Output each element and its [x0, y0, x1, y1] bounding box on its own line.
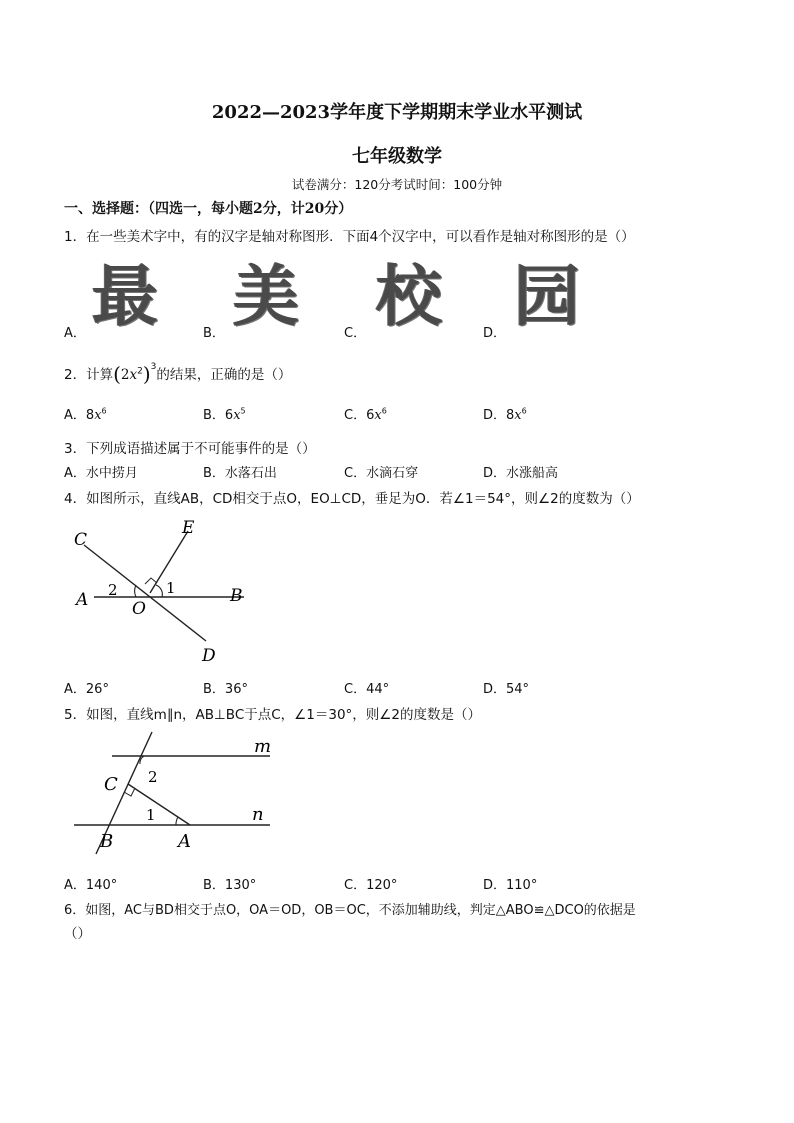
- q6-stem-line2: （）: [64, 926, 91, 942]
- q4-option-d: [483, 678, 529, 697]
- q4-angle2-arc: [135, 585, 136, 597]
- q4-option-b-text: 36°: [224, 682, 248, 697]
- q2-option-a-label: A．: [64, 408, 86, 423]
- q5-option-d-text: 110°: [506, 878, 538, 893]
- q4-stem: 4．如图所示，直线AB，CD相交于点O，EO⊥CD，垂足为O．若∠1＝54°，则∠2的度数为（）: [64, 491, 640, 507]
- section-heading: 一、选择题：（四选一，每小题2分，计20分）: [64, 201, 353, 217]
- q2-option-c-label: C．: [344, 408, 367, 423]
- q1-char-b: 美: [233, 258, 299, 335]
- q5-label-n: n: [252, 804, 264, 825]
- q5-option-c: [344, 874, 397, 893]
- q5-option-b: [203, 874, 256, 893]
- q2-stem-prefix: 2．计算: [64, 367, 114, 383]
- q3-option-b: [203, 462, 277, 481]
- q4-option-b: [203, 678, 248, 697]
- q3-option-a-text: 水中捞月: [85, 466, 138, 481]
- q2-option-c-coef: 6: [366, 408, 375, 423]
- q2-option-a-var: x: [94, 408, 102, 423]
- exam-title: 2022—2023学年度下学期期末学业水平测试: [211, 102, 583, 123]
- q1-stem: 1．在一些美术字中，有的汉字是轴对称图形．下面4个汉字中，可以看作是轴对称图形的是（）: [64, 229, 635, 245]
- q2-option-c-var: x: [374, 408, 382, 423]
- q4-label-e: E: [182, 518, 195, 538]
- q4-option-d-text: 54°: [506, 682, 530, 697]
- q2-outer-exp: 3: [150, 362, 157, 372]
- q5-option-b-label: B．: [203, 878, 225, 893]
- q2-paren-open: (: [113, 362, 121, 386]
- q4-label-d: D: [202, 646, 216, 666]
- q2-inner-exp: 2: [137, 366, 143, 377]
- q3-option-d-text: 水涨船高: [506, 466, 559, 481]
- q5-option-a-text: 140°: [85, 878, 118, 893]
- q2-option-d-coef: 8: [506, 408, 515, 423]
- q4-label-c: C: [74, 530, 88, 550]
- q4-option-c-text: 44°: [366, 682, 390, 697]
- q1-char-a: 最: [92, 258, 158, 335]
- q4-option-d-label: D．: [483, 682, 507, 697]
- q4-label-a: A: [76, 590, 89, 610]
- q4-line-cd: [84, 545, 206, 641]
- q4-option-c: [344, 678, 389, 697]
- q3-option-b-text: 水落石出: [224, 466, 277, 481]
- q2-option-b: [203, 404, 246, 423]
- q4-label-o: O: [132, 599, 146, 619]
- q2-coef: 2: [120, 367, 130, 383]
- q4-label-1: 1: [166, 579, 176, 597]
- q2-option-b-coef: 6: [224, 408, 234, 423]
- q5-label-m: m: [254, 736, 272, 757]
- q5-option-d: [483, 874, 537, 893]
- q5-option-d-label: D．: [483, 878, 507, 893]
- q6-stem-line1: 6．如图，AC与BD相交于点O，OA＝OD，OB＝OC，不添加辅助线，判定△ABO≌△DCO的依据是: [64, 903, 636, 918]
- q2-option-d-var: x: [514, 408, 522, 423]
- exam-info: 试卷满分：120分考试时间：100分钟: [291, 177, 503, 192]
- q5-label-c: C: [104, 774, 118, 795]
- q2-option-a-coef: 8: [85, 408, 95, 423]
- q5-segment-ca: [128, 784, 190, 825]
- q3-option-b-label: B．: [203, 466, 225, 481]
- q4-option-a-label: A．: [64, 682, 86, 697]
- q2-option-b-label: B．: [203, 408, 225, 423]
- q3-stem: 3．下列成语描述属于不可能事件的是（）: [64, 441, 316, 457]
- q5-option-a-label: A．: [64, 878, 86, 893]
- q5-option-b-text: 130°: [224, 878, 257, 893]
- q4-angle1-arc: [156, 585, 162, 597]
- q4-label-b: B: [230, 586, 243, 606]
- q5-option-c-text: 120°: [366, 878, 398, 893]
- q1-char-d: 园: [514, 258, 580, 335]
- q5-figure: [70, 728, 290, 860]
- q3-option-c-label: C．: [344, 466, 367, 481]
- q2-option-c: [344, 404, 387, 423]
- q4-option-b-label: B．: [203, 682, 225, 697]
- q4-label-2: 2: [108, 581, 118, 599]
- q5-label-b: B: [100, 831, 114, 852]
- q2-option-b-var: x: [233, 408, 241, 423]
- q1-option-b-label: B．: [203, 326, 225, 341]
- q5-option-c-label: C．: [344, 878, 367, 893]
- q1-option-d-label: D．: [483, 326, 507, 341]
- q4-right-angle-mark: [145, 578, 157, 584]
- q3-option-d: [483, 462, 558, 481]
- q1-char-c: 校: [376, 258, 442, 335]
- exam-subtitle: 七年级数学: [352, 146, 442, 167]
- q2-option-d: [483, 404, 527, 423]
- q3-option-a-label: A．: [64, 466, 86, 481]
- q2-stem-suffix: 的结果，正确的是（）: [156, 367, 292, 383]
- q5-stem: 5．如图，直线m∥n，AB⊥BC于点C，∠1＝30°，则∠2的度数是（）: [64, 707, 481, 723]
- q2-paren-close: ): [142, 362, 151, 386]
- q3-option-a: [64, 462, 138, 481]
- q2-option-a-exp: 6: [101, 406, 107, 416]
- q4-option-c-label: C．: [344, 682, 367, 697]
- q4-figure: [66, 515, 266, 670]
- q3-option-c-text: 水滴石穿: [366, 466, 419, 481]
- q5-angle1-arc: [176, 817, 178, 825]
- q3-option-c: [344, 462, 418, 481]
- q4-option-a-text: 26°: [85, 682, 109, 697]
- q2-option-b-exp: 5: [240, 406, 246, 416]
- q5-label-2: 2: [148, 768, 158, 786]
- q5-option-a: [64, 874, 117, 893]
- q2-var: x: [129, 367, 138, 383]
- q4-option-a: [64, 678, 109, 697]
- q2-option-d-label: D．: [483, 408, 507, 423]
- q5-label-1: 1: [146, 806, 156, 824]
- q2-stem: [64, 362, 291, 386]
- q2-option-d-exp: 6: [521, 406, 527, 416]
- q1-option-a-label: A．: [64, 326, 86, 341]
- q2-option-a: [64, 404, 107, 423]
- q3-option-d-label: D．: [483, 466, 507, 481]
- q2-option-c-exp: 6: [381, 406, 387, 416]
- q5-label-a: A: [178, 831, 191, 852]
- q1-option-c-label: C．: [344, 326, 367, 341]
